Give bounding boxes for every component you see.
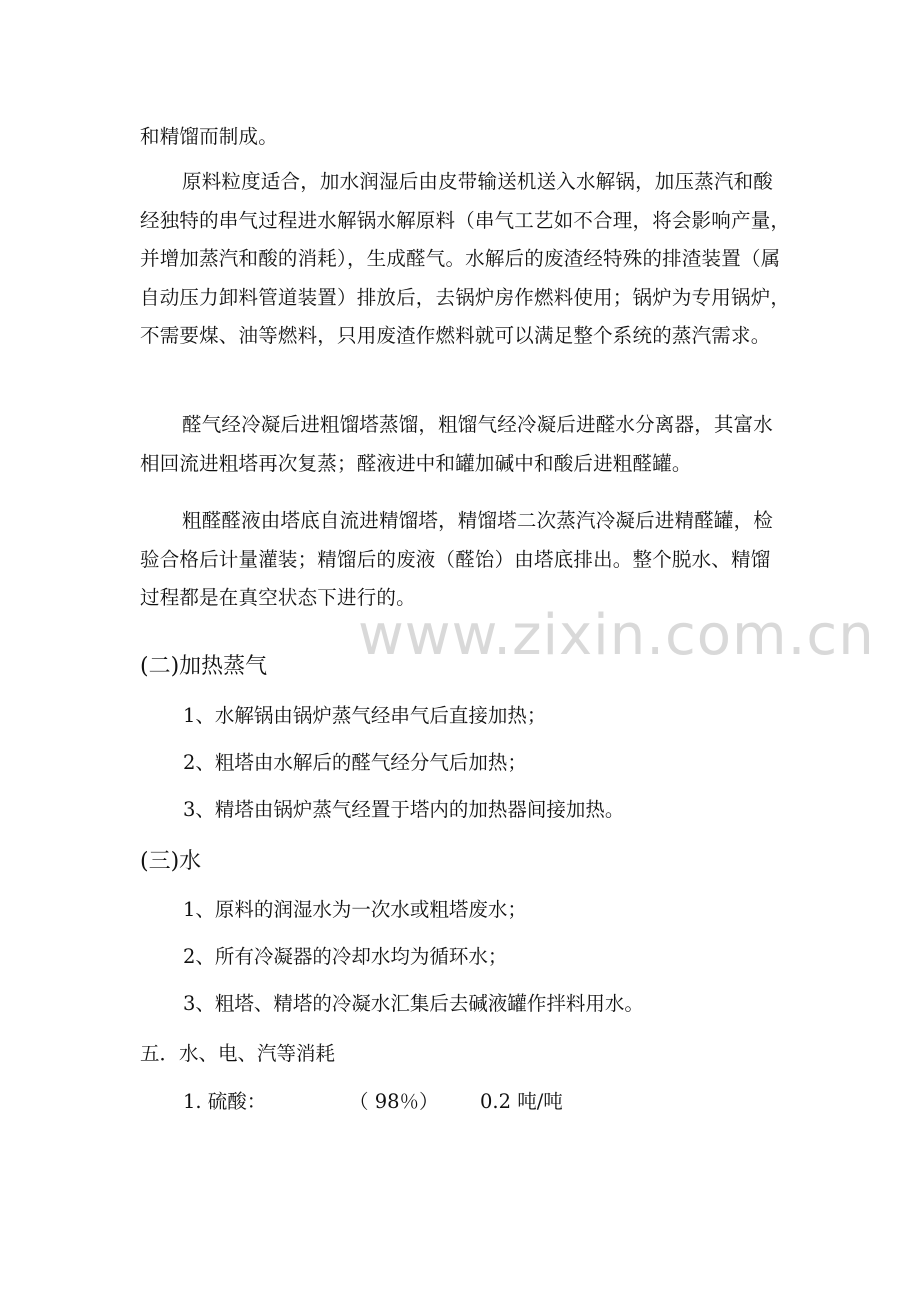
consumption-item-spec: （ 98％）	[349, 1090, 439, 1113]
text-line: 原料粒度适合，加水润湿后由皮带输送机送入水解锅，加压蒸汽和酸	[182, 170, 774, 193]
paragraph-continuation	[140, 118, 830, 157]
list-item: 2、所有冷凝器的冷却水均为循环水；	[183, 945, 508, 968]
list-item: 3、精塔由锅炉蒸气经置于塔内的加热器间接加热。	[183, 798, 625, 821]
text-line: 经独特的串气过程进水解锅水解原料（串气工艺如不合理，将会影响产量，	[140, 208, 791, 232]
paragraph-fine-distillation	[140, 502, 830, 618]
paragraph-crude-distillation	[140, 406, 830, 483]
text-line: 醛气经冷凝后进粗馏塔蒸馏，粗馏气经冷凝后进醛水分离器，其富水	[182, 413, 774, 436]
text-line: 相回流进粗塔再次复蒸；醛液进中和罐加碱中和酸后进粗醛罐。	[140, 451, 692, 475]
section-heading-water: (三)水	[140, 849, 202, 874]
list-item: 2、粗塔由水解后的醛气经分气后加热；	[183, 751, 527, 774]
section-heading-heating-steam: (二)加热蒸气	[140, 654, 268, 679]
consumption-item-name: 1. 硫酸：	[183, 1090, 267, 1113]
text-line: 并增加蒸汽和酸的消耗），生成醛气。水解后的废渣经特殊的排渣装置（属	[140, 247, 781, 271]
consumption-item-amount: 0.2 吨/吨	[480, 1090, 563, 1113]
text-line: 不需要煤、油等燃料，只用废渣作燃料就可以满足整个系统的蒸汽需求。	[140, 324, 771, 348]
text-line: 粗醛醛液由塔底自流进精馏塔，精馏塔二次蒸汽冷凝后进精醛罐，检	[182, 509, 774, 532]
text-line: 过程都是在真空状态下进行的。	[140, 586, 416, 610]
text-line: 自动压力卸料管道装置）排放后，去锅炉房作燃料使用；锅炉为专用锅炉，	[140, 285, 791, 309]
list-item: 1、水解锅由锅炉蒸气经串气后直接加热；	[183, 704, 547, 727]
text-line: 和精馏而制成。	[140, 125, 278, 148]
section-heading-consumption: 五．水、电、汽等消耗	[140, 1042, 336, 1065]
text-line: 验合格后计量灌装；精馏后的废液（醛饴）由塔底排出。整个脱水、精馏	[140, 547, 771, 571]
list-item: 3、粗塔、精塔的冷凝水汇集后去碱液罐作拌料用水。	[183, 992, 644, 1015]
watermark-text: www.zixin.com.cn	[358, 603, 875, 668]
paragraph-raw-material-hydrolysis	[140, 163, 830, 356]
list-item: 1、原料的润湿水为一次水或粗塔废水；	[183, 898, 527, 921]
